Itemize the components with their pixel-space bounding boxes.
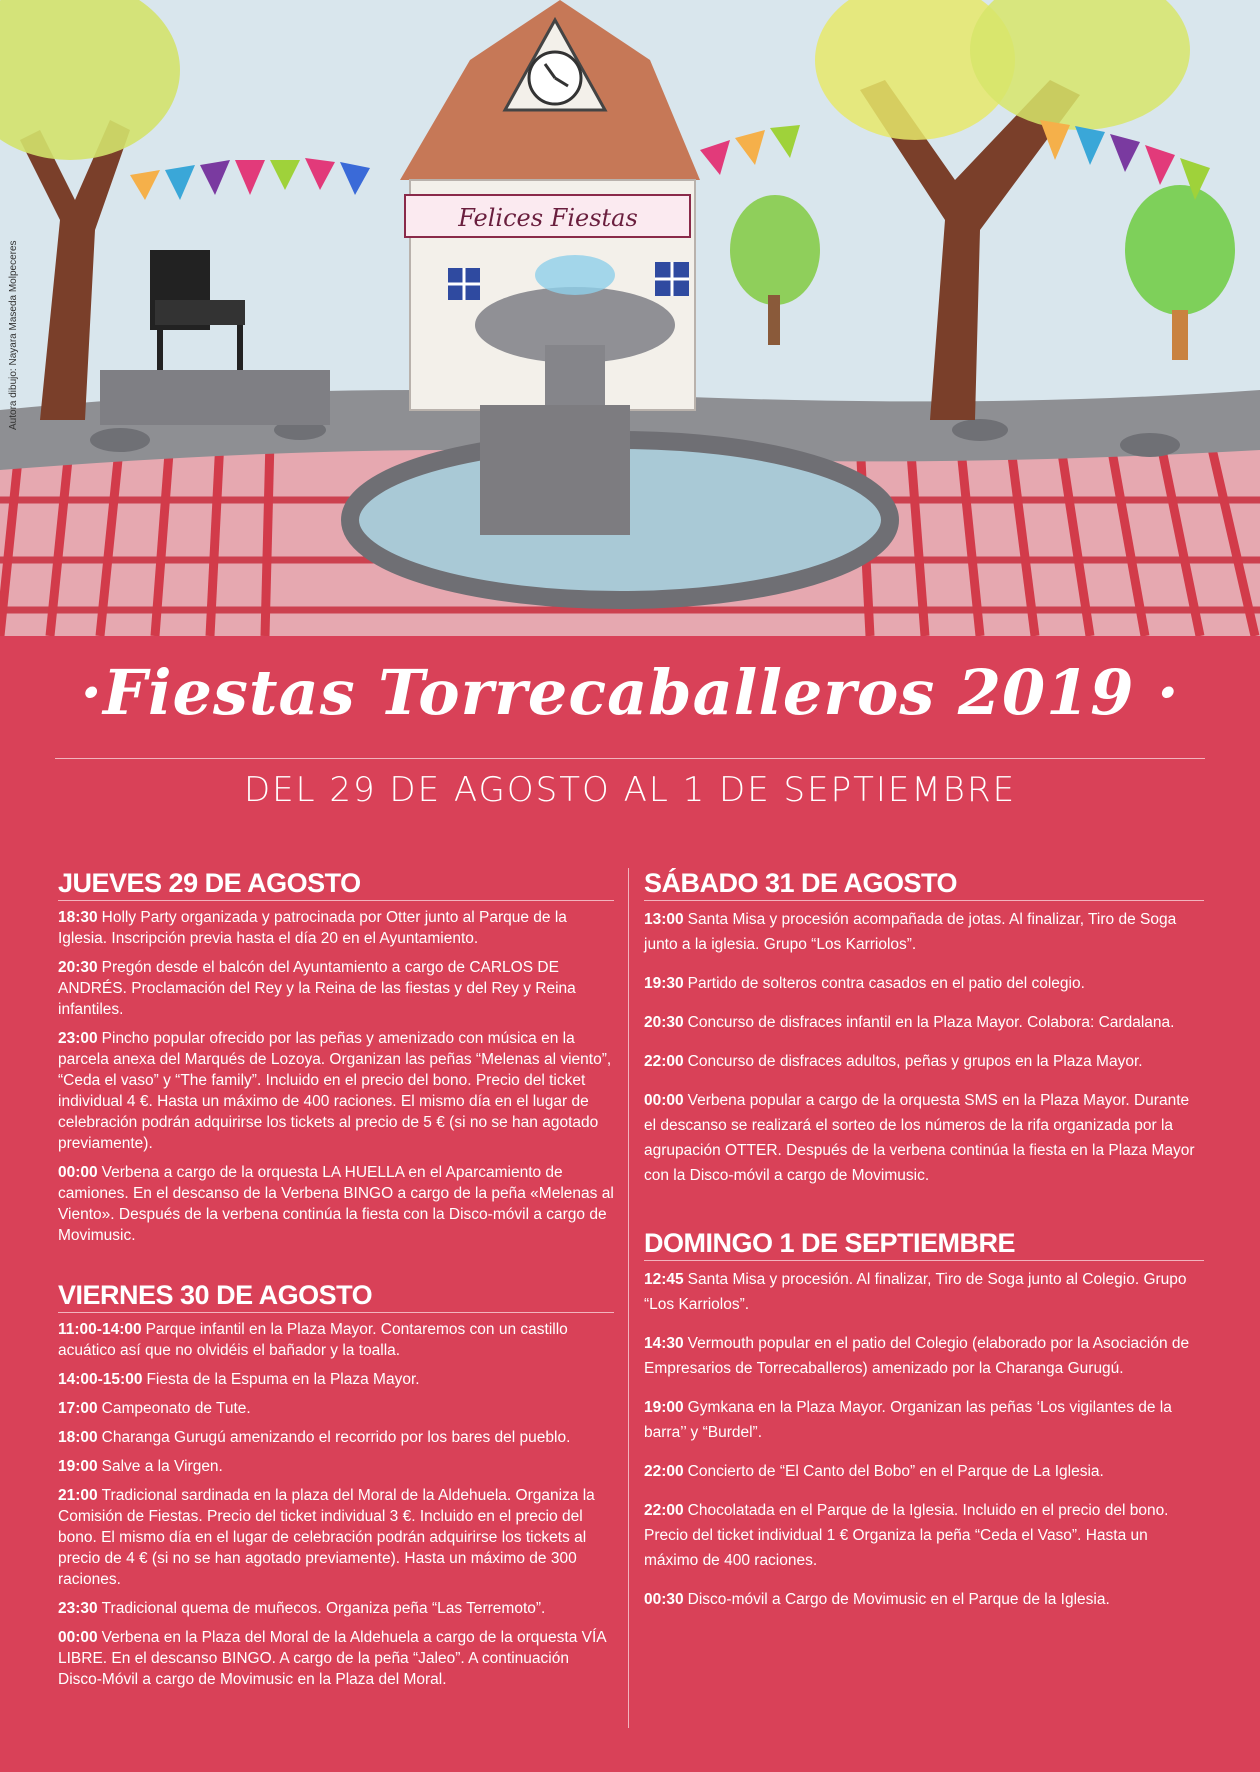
event-time: 14:00-15:00 (58, 1371, 143, 1388)
event-text: Verbena popular a cargo de la orquesta SMS en la Plaza Mayor. Durante el descanso se realizará el sorteo de los números de la rifa organizada por la agrupación OTTER. Después de la verbena continúa la fiesta en la Plaza Mayor con la Disco-móvil a cargo de Movimusic. (644, 1092, 1195, 1184)
event-time: 17:00 (58, 1400, 98, 1417)
festival-drawing (0, 0, 1260, 636)
day-title: JUEVES 29 DE AGOSTO (58, 868, 614, 901)
event-time: 19:00 (58, 1458, 98, 1475)
event-item (644, 1331, 1204, 1381)
event-item (58, 1427, 614, 1448)
event-time: 23:30 (58, 1600, 98, 1617)
event-text: Pincho popular ofrecido por las peñas y amenizado con música en la parcela anexa del Marqués de Lozoya. Organizan las peñas “Melenas al viento”, “Ceda el vaso” y “The family”. Incluido en el precio del bono. Precio del ticket individual 4 €. Hasta un máximo de 400 raciones. El mismo día en el lugar de celebración podrán adquirirse los tickets al precio de 5 € (si no se han agotado previamente). (58, 1030, 612, 1152)
event-time: 00:00 (58, 1629, 98, 1646)
event-text: Verbena en la Plaza del Moral de la Aldehuela a cargo de la orquesta VÍA LIBRE. En el descanso BINGO. A cargo de la peña “Jaleo”. A continuación Disco-Móvil a cargo de Movimusic en la Plaza del Moral. (58, 1629, 606, 1688)
event-item (58, 1028, 614, 1154)
event-text: Pregón desde el balcón del Ayuntamiento a cargo de CARLOS DE ANDRÉS. Proclamación del Rey y la Reina de las fiestas y del Rey y Reina infantiles. (58, 959, 576, 1018)
event-text: Tradicional quema de muñecos. Organiza peña “Las Terremoto”. (101, 1600, 546, 1617)
left-column (58, 868, 614, 1698)
drawing-credit: Autora dibujo: Nayara Maseda Molpeceres (8, 240, 19, 430)
event-text: Charanga Gurugú amenizando el recorrido por los bares del pueblo. (101, 1429, 571, 1446)
event-time: 12:45 (644, 1271, 684, 1288)
event-item (58, 957, 614, 1020)
event-time: 22:00 (644, 1463, 684, 1480)
event-time: 23:00 (58, 1030, 98, 1047)
event-time: 22:00 (644, 1502, 684, 1519)
event-time: 13:00 (644, 911, 684, 928)
day-thursday (58, 868, 614, 1246)
event-time: 00:30 (644, 1591, 684, 1608)
event-time: 18:30 (58, 909, 98, 926)
event-item (644, 1010, 1204, 1035)
drawing-svg (0, 0, 1260, 636)
event-time: 11:00-14:00 (58, 1321, 142, 1338)
event-item (644, 1267, 1204, 1317)
event-text: Concurso de disfraces adultos, peñas y grupos en la Plaza Mayor. (687, 1053, 1143, 1070)
title-divider (55, 758, 1205, 759)
event-text: Tradicional sardinada en la plaza del Moral de la Aldehuela. Organiza la Comisión de Fiestas. Precio del ticket individual 3 €. Incluido en el precio del bono. El mismo día en el lugar de celebración podrán adquirirse los tickets al precio de 4 € (si no se han agotado previamente). Hasta un máximo de 300 raciones. (58, 1487, 595, 1588)
event-text: Fiesta de la Espuma en la Plaza Mayor. (146, 1371, 420, 1388)
section-gap (58, 1254, 614, 1280)
event-text: Disco-móvil a Cargo de Movimusic en el Parque de la Iglesia. (687, 1591, 1110, 1608)
event-time: 18:00 (58, 1429, 98, 1446)
event-item (58, 1369, 614, 1390)
event-time: 00:00 (58, 1164, 98, 1181)
event-text: Campeonato de Tute. (101, 1400, 251, 1417)
event-text: Chocolatada en el Parque de la Iglesia. Incluido en el precio del bono. Precio del ticket individual 1 € Organiza la peña “Ceda el Vaso”. Hasta un máximo de 400 raciones. (644, 1502, 1169, 1569)
event-item (58, 1319, 614, 1361)
event-item (58, 1627, 614, 1690)
event-item (644, 1498, 1204, 1573)
event-item (644, 1088, 1204, 1188)
event-text: Santa Misa y procesión. Al finalizar, Tiro de Soga junto al Colegio. Grupo “Los Karriolos”. (644, 1271, 1187, 1313)
column-divider (628, 868, 629, 1728)
event-time: 14:30 (644, 1335, 684, 1352)
day-saturday (644, 868, 1204, 1188)
event-text: Concierto de “El Canto del Bobo” en el Parque de La Iglesia. (687, 1463, 1104, 1480)
event-time: 20:30 (58, 959, 98, 976)
event-text: Salve a la Virgen. (101, 1458, 223, 1475)
poster-subtitle: DEL 29 DE AGOSTO AL 1 DE SEPTIEMBRE (243, 770, 1017, 810)
right-column (644, 868, 1204, 1626)
event-time: 20:30 (644, 1014, 684, 1031)
event-item (58, 1456, 614, 1477)
day-title: VIERNES 30 DE AGOSTO (58, 1280, 614, 1313)
sign-text: Felices Fiestas (458, 204, 638, 232)
event-text: Santa Misa y procesión acompañada de jotas. Al finalizar, Tiro de Soga junto a la iglesia. Grupo “Los Karriolos”. (644, 911, 1177, 953)
day-friday (58, 1280, 614, 1690)
event-text: Verbena a cargo de la orquesta LA HUELLA en el Aparcamiento de camiones. En el descanso de la Verbena BINGO a cargo de la peña «Melenas al Viento». Después de la verbena continúa la fiesta con la Disco-móvil a cargo de Movimusic. (58, 1164, 614, 1244)
section-gap (644, 1202, 1204, 1228)
event-item (644, 1587, 1204, 1612)
event-item (644, 1459, 1204, 1484)
day-sunday (644, 1228, 1204, 1612)
event-text: Parque infantil en la Plaza Mayor. Contaremos con un castillo acuático así que no olvidéis el bañador y la toalla. (58, 1321, 568, 1359)
event-time: 19:30 (644, 975, 684, 992)
event-item (58, 1485, 614, 1590)
event-item (58, 1598, 614, 1619)
event-item (644, 1049, 1204, 1074)
event-item (644, 971, 1204, 996)
event-item (58, 1398, 614, 1419)
poster-title: ·Fiestas Torrecaballeros 2019 · (80, 656, 1180, 729)
event-text: Holly Party organizada y patrocinada por Otter junto al Parque de la Iglesia. Inscripción previa hasta el día 20 en el Ayuntamiento. (58, 909, 567, 947)
event-item (58, 907, 614, 949)
event-time: 21:00 (58, 1487, 98, 1504)
event-item (644, 907, 1204, 957)
day-title: SÁBADO 31 DE AGOSTO (644, 868, 1204, 901)
event-item (58, 1162, 614, 1246)
event-text: Partido de solteros contra casados en el patio del colegio. (687, 975, 1085, 992)
event-time: 19:00 (644, 1399, 684, 1416)
event-time: 22:00 (644, 1053, 684, 1070)
day-title: DOMINGO 1 DE SEPTIEMBRE (644, 1228, 1204, 1261)
event-text: Concurso de disfraces infantil en la Plaza Mayor. Colabora: Cardalana. (687, 1014, 1175, 1031)
event-item (644, 1395, 1204, 1445)
event-time: 00:00 (644, 1092, 684, 1109)
event-text: Gymkana en la Plaza Mayor. Organizan las peñas ‘Los vigilantes de la barra’’ y “Burdel”. (644, 1399, 1172, 1441)
event-text: Vermouth popular en el patio del Colegio (elaborado por la Asociación de Empresarios de Torrecaballeros) amenizado por la Charanga Gurugú. (644, 1335, 1190, 1377)
